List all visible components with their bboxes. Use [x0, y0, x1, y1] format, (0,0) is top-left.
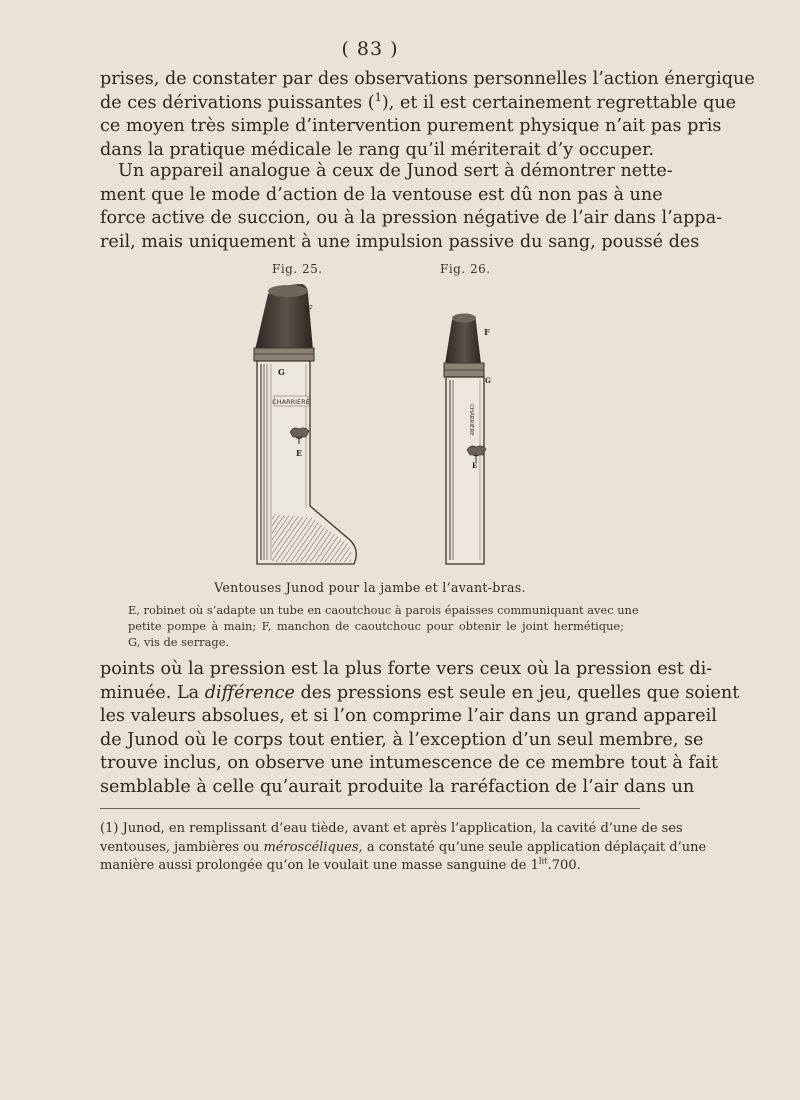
paragraph-2	[100, 160, 723, 254]
figure-25-leg-cup	[250, 278, 370, 570]
text-line: semblable à celle qu’aurait produite la raréfaction de l’air dans un	[100, 776, 695, 797]
text-fragment: ventouses, jambières ou	[100, 839, 264, 855]
legend-line: petite pompe à main; F, manchon de caoutchouc pour obtenir le joint hermétique;	[128, 619, 624, 633]
legend-line: E, robinet où s’adapte un tube en caoutchouc à parois épaisses communiquant avec une	[128, 603, 639, 617]
text-fragment: .700.	[547, 858, 581, 873]
text-line: points où la pression est la plus forte vers ceux où la pression est di-	[100, 659, 713, 679]
text-fragment: manière aussi prolongée qu’on le voulait une masse sanguine de 1	[100, 858, 539, 873]
text-fragment: ), et il est certainement regrettable que	[381, 92, 737, 113]
text-line: Un appareil analogue à ceux de Junod sert à démontrer nette-	[118, 161, 673, 181]
emphasis: méroscéliques,	[263, 839, 363, 855]
maker-stamp: CHARRIÈRE	[468, 404, 474, 436]
text-line: de Junod où le corps tout entier, à l’exception d’un seul membre, se	[100, 729, 704, 750]
footnote-line	[100, 839, 707, 858]
text-fragment: de ces dérivations puissantes (	[100, 92, 375, 113]
letter-f: F	[484, 327, 490, 337]
text-line: dans la pratique médicale le rang qu’il mériterait d’y occuper.	[100, 139, 655, 160]
text-line: les valeurs absolues, et si l’on comprime l’air dans un grand appareil	[100, 706, 717, 726]
paragraph-3	[100, 658, 740, 799]
text-fragment: minuée. La	[100, 682, 205, 703]
text-line	[100, 89, 737, 116]
letter-g: G	[485, 376, 491, 385]
footnote	[100, 820, 707, 876]
fig-26-label: Fig. 26.	[440, 262, 491, 276]
footnote-line	[100, 820, 683, 839]
maker-stamp: CHARRIÈRE	[272, 398, 310, 406]
page-number: ( 83 )	[341, 38, 399, 60]
text-line: prises, de constater par des observations personnelles l’action énergique	[100, 69, 755, 89]
text-fragment: des pressions est seule en jeu, quelles que soient	[294, 682, 740, 703]
footnote-marker: (1)	[100, 821, 119, 836]
footnote-line	[100, 857, 640, 876]
fig-25-label: Fig. 25.	[272, 262, 323, 276]
text-line: ce moyen très simple d’intervention purement physique n’ait pas pris	[100, 116, 722, 136]
text-line: reil, mais uniquement à une impulsion passive du sang, poussé des	[100, 231, 700, 252]
letter-f: F	[306, 305, 313, 315]
letter-e: E	[472, 461, 478, 470]
superscript: lit	[538, 855, 548, 866]
footnote-divider	[100, 808, 640, 809]
text-fragment: Junod, en remplissant d’eau tiède, avant et après l’application, la cavité d’une de ses	[122, 821, 683, 836]
legend-line: G, vis de serrage.	[128, 635, 230, 649]
figure-26-forearm-cup	[436, 308, 506, 570]
text-line: ment que le mode d’action de la ventouse est dû non pas à une	[100, 184, 663, 205]
footnote-ref: 1	[374, 89, 382, 104]
emphasis: différence	[204, 682, 295, 703]
text-fragment: a constaté qu’une seule application déplaçait d’une	[362, 839, 707, 855]
letter-e: E	[296, 448, 303, 458]
text-line: force active de succion, ou à la pression négative de l’air dans l’appa-	[100, 208, 723, 228]
figure-legend	[128, 602, 639, 650]
letter-g: G	[278, 367, 285, 377]
text-line: trouve inclus, on observe une intumescence de ce membre tout à fait	[100, 753, 719, 773]
text-line	[100, 682, 740, 706]
paragraph-1	[100, 68, 755, 162]
figure-caption: Ventouses Junod pour la jambe et l’avant-bras.	[214, 580, 526, 595]
